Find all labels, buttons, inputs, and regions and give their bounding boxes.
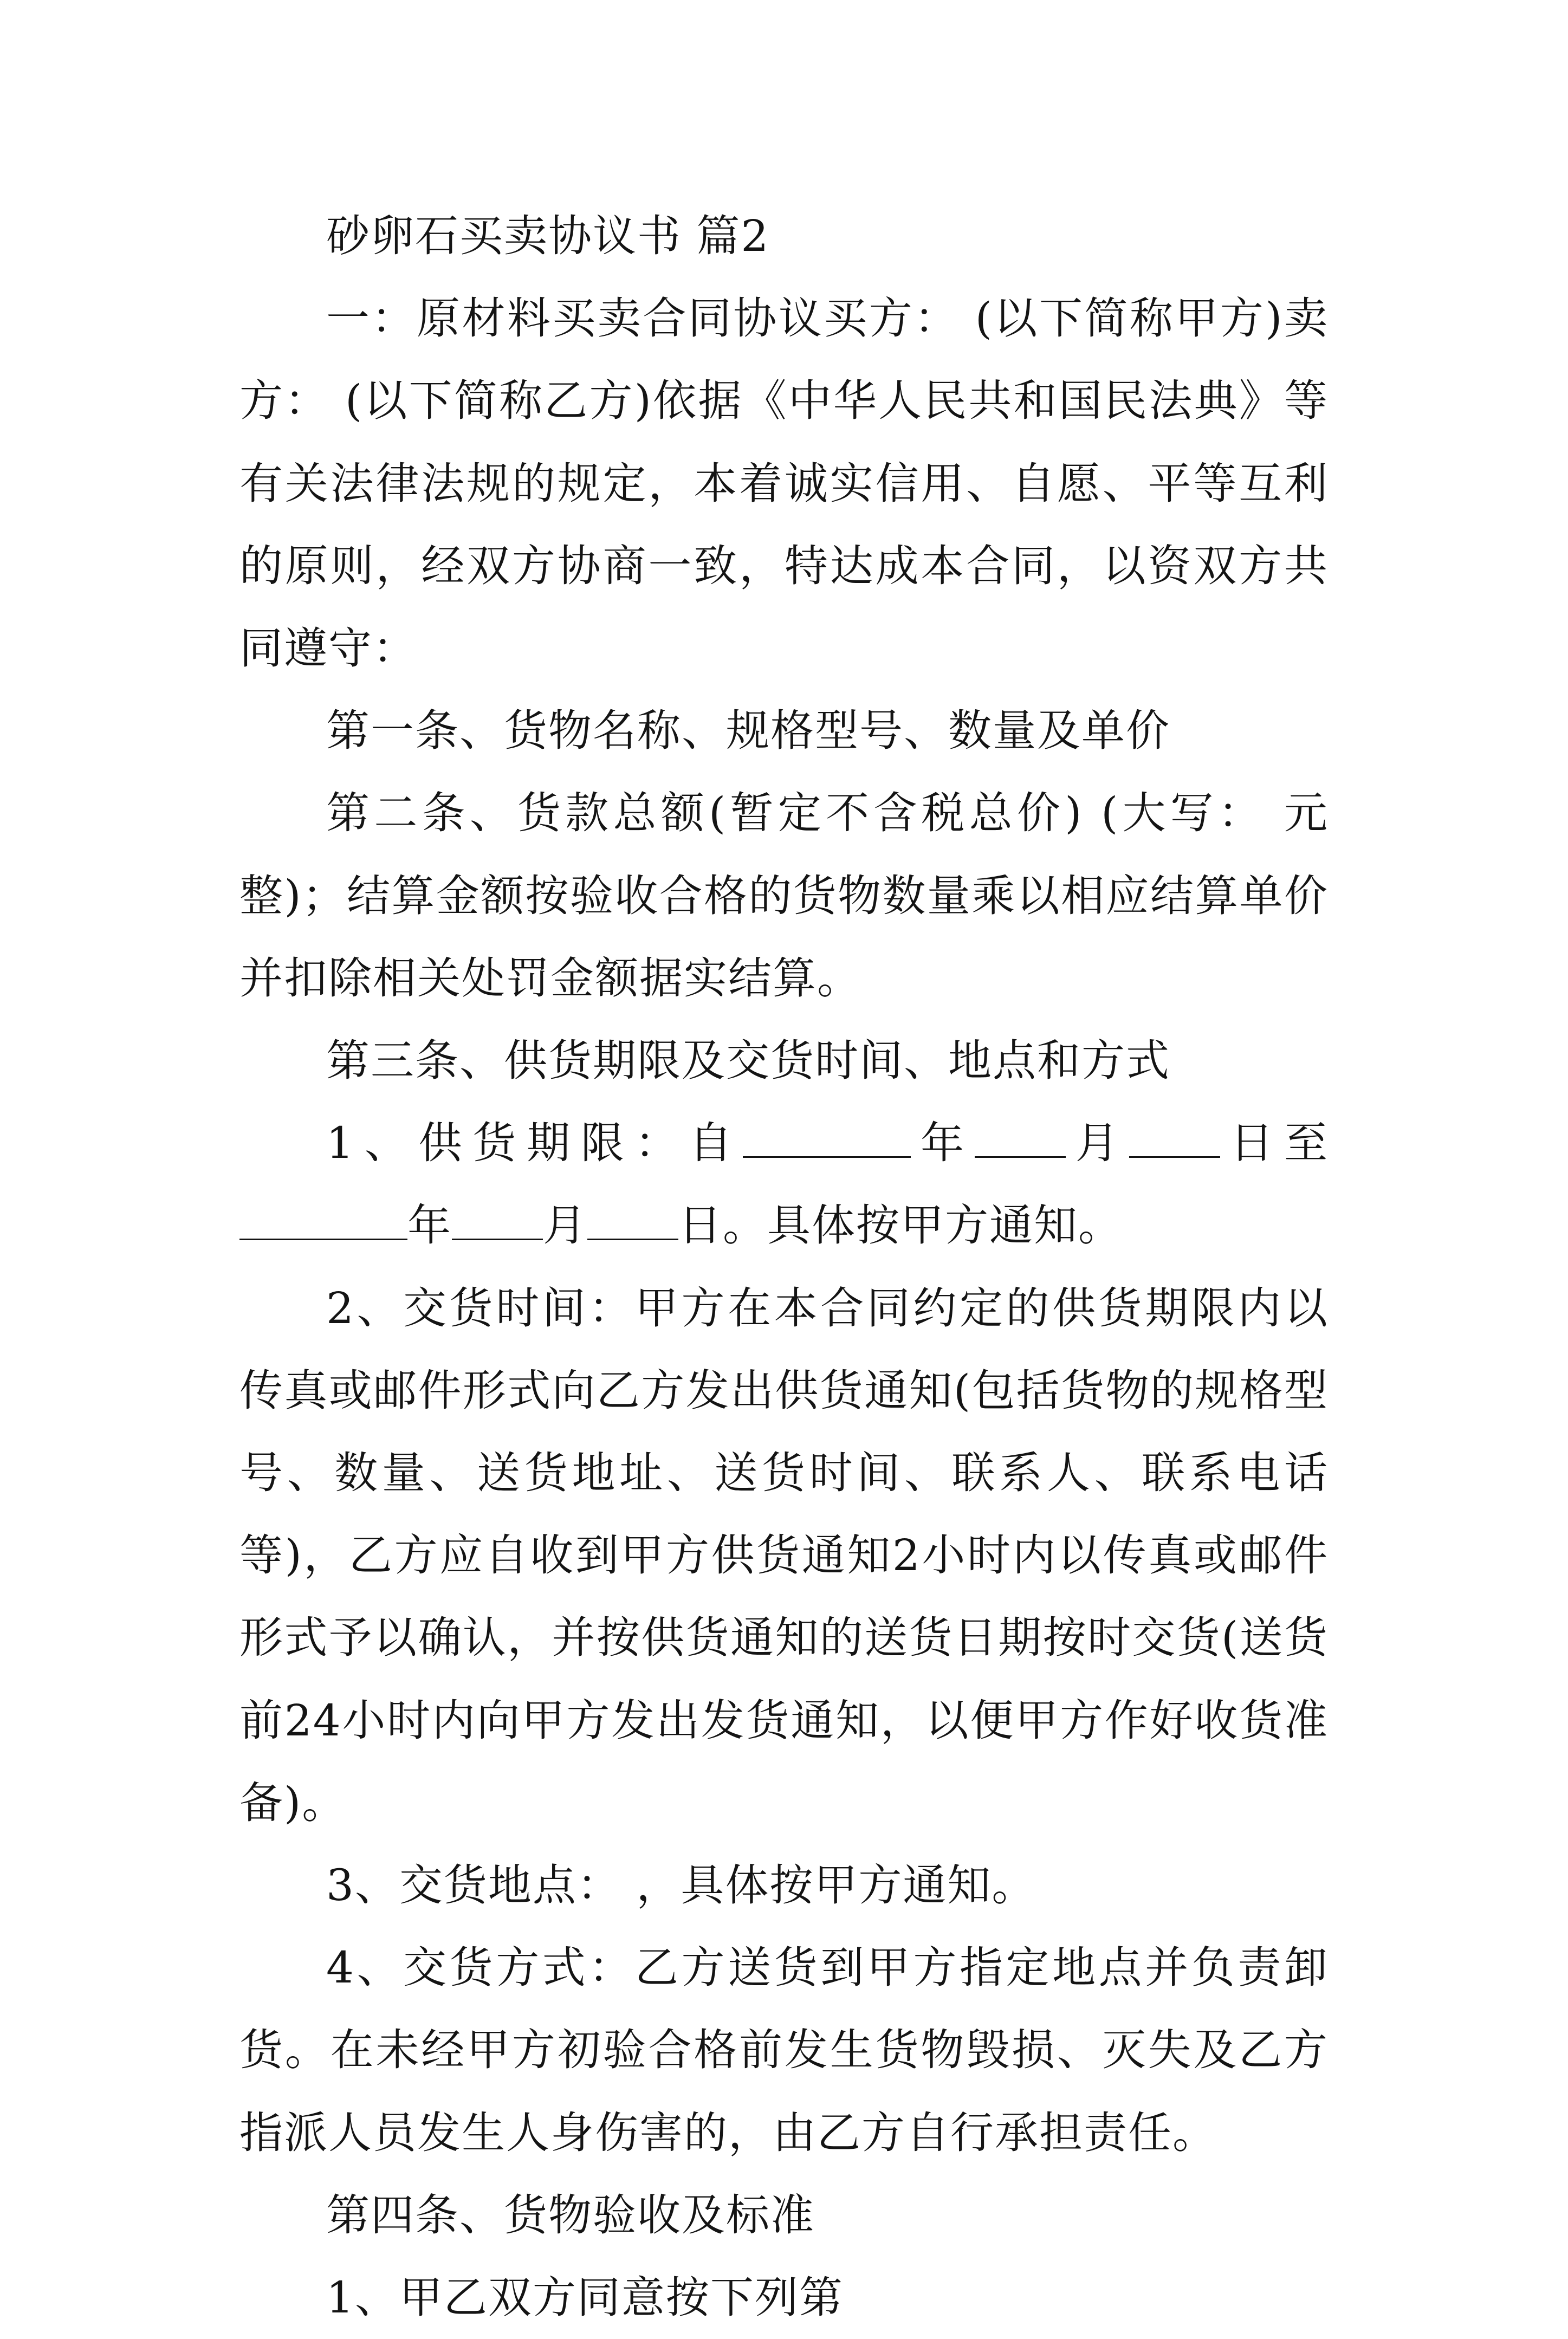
day-to-label: 日至 [1220,1118,1329,1169]
end-month-label: 月 [543,1200,587,1251]
end-year-label: 年 [407,1200,452,1251]
start-day-blank [1129,1117,1220,1158]
acceptance-paragraph: 1、甲乙双方同意按下列第 [326,2272,844,2323]
supply-period-label: 1、供货期限：自 [326,1118,743,1169]
end-year-blank [239,1200,407,1240]
end-day-label: 日。具体按甲方通知。 [678,1200,1123,1251]
month-label: 月 [1065,1118,1130,1169]
year-label: 年 [911,1118,975,1169]
delivery-method-paragraph: 4、交货方式：乙方送货到甲方指定地点并负责卸货。在未经甲方初验合格前发生货物毁损、灭失及乙方指派人员发生人身伤害的，由乙方自行承担责任。 [239,1942,1329,2158]
delivery-time-paragraph: 2、交货时间：甲方在本合同约定的供货期限内以传真或邮件形式向乙方发出供货通知(包括货物的规格型号、数量、送货地址、送货时间、联系人、联系电话等)，乙方应自收到甲方供货通知2小时内以传真或邮件形式予以确认，并按供货通知的送货日期按时交货(送货前24小时内向甲方发出发货通知，以便甲方作好收货准备)。 [239,1282,1329,1828]
article-3-heading: 第三条、供货期限及交货时间、地点和方式 [326,1035,1170,1086]
document-title: 砂卵石买卖协议书 篇2 [326,211,770,261]
supply-period-paragraph [239,1102,1329,1267]
start-month-blank [975,1117,1066,1158]
article-4-heading: 第四条、货物验收及标准 [326,2189,815,2240]
delivery-location-paragraph: 3、交货地点： ，具体按甲方通知。 [326,1860,1036,1911]
end-day-blank [587,1200,678,1240]
article-1-heading: 第一条、货物名称、规格型号、数量及单价 [326,705,1170,756]
start-year-blank [743,1117,911,1158]
paragraph-contract-intro: 一：原材料买卖合同协议买方： (以下简称甲方)卖方： (以下简称乙方)依据《中华人民共和国民法典》等有关法律法规的规定，本着诚实信用、自愿、平等互利的原则，经双方协商一致，特达成本合同，以资双方共同遵守： [239,293,1329,674]
document-body [239,195,1329,2339]
end-month-blank [452,1200,543,1240]
article-2-paragraph: 第二条、货款总额(暂定不含税总价) (大写： 元整)；结算金额按验收合格的货物数量乘以相应结算单价并扣除相关处罚金额据实结算。 [239,788,1329,1003]
